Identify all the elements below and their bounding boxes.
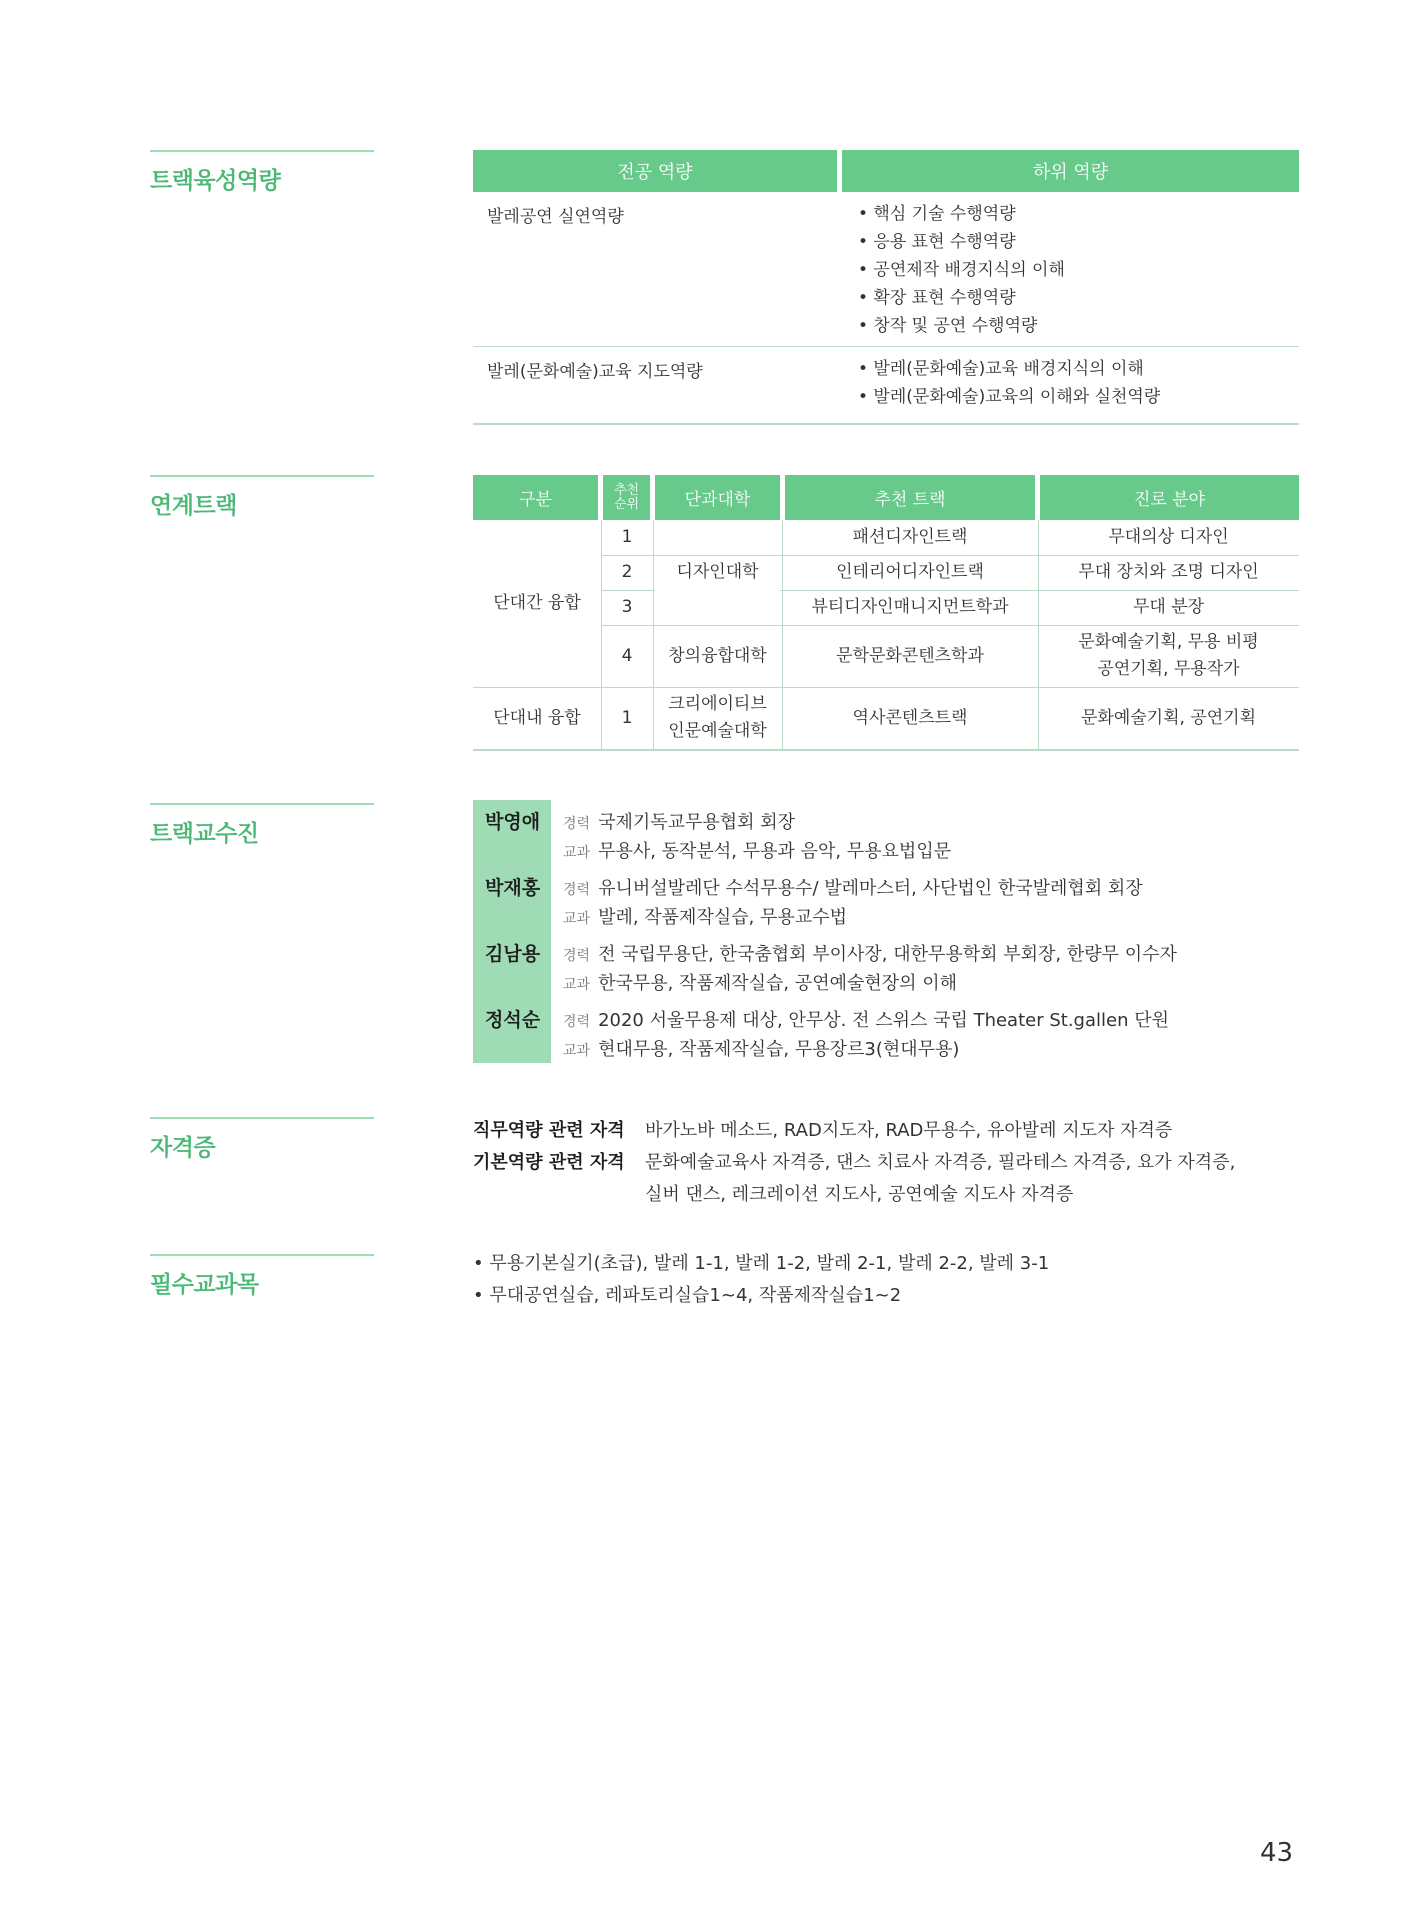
faculty-career <box>563 940 1177 966</box>
header-major-competency: 전공 역량 <box>473 150 837 192</box>
career-tag: 경력 <box>563 882 591 898</box>
track-cell: 패션디자인트랙 <box>852 527 968 547</box>
rank-cell: 3 <box>621 597 633 617</box>
list-item: • 무용기본실기(초급), 발레 1-1, 발레 1-2, 발레 2-1, 발레 2-2, 발레 3-1 <box>473 1253 1050 1274</box>
list-item: • 확장 표현 수행역량 <box>858 288 1016 308</box>
course-tag: 교과 <box>563 977 591 993</box>
page-number: 43 <box>1260 1838 1294 1868</box>
header-recommended-track: 추천 트랙 <box>785 475 1035 520</box>
courses-text: 현대무용, 작품제작실습, 무용장르3(현대무용) <box>598 1039 960 1060</box>
career-text: 2020 서울무용제 대상, 안무상. 전 스위스 국립 Theater St.gallen 단원 <box>598 1010 1169 1031</box>
rank-cell: 2 <box>621 562 633 582</box>
courses-text: 무용사, 동작분석, 무용과 음악, 무용요법입문 <box>598 841 952 862</box>
list-item: • 창작 및 공연 수행역량 <box>858 316 1038 336</box>
faculty-list <box>473 800 1303 1063</box>
section-title-faculty: 트랙교수진 <box>150 803 374 848</box>
major-competency: 발레공연 실연역량 <box>487 207 624 227</box>
section-title-competency: 트랙육성역량 <box>150 150 374 195</box>
faculty-courses <box>563 969 957 995</box>
header-career-field: 진로 분야 <box>1040 475 1299 520</box>
section-title-linked-track: 연계트랙 <box>150 475 374 520</box>
header-college: 단과대학 <box>655 475 780 520</box>
list-item: • 공연제작 배경지식의 이해 <box>858 260 1065 280</box>
basic-cert-value: 문화예술교육사 자격증, 댄스 치료사 자격증, 필라테스 자격증, 요가 자격증, <box>645 1152 1236 1173</box>
courses-text: 발레, 작품제작실습, 무용교수법 <box>598 907 847 928</box>
course-tag: 교과 <box>563 1043 591 1059</box>
header-category: 구분 <box>473 475 598 520</box>
faculty-name: 정석순 <box>485 1009 541 1031</box>
rank-cell: 1 <box>621 527 633 547</box>
career-cell: 문화예술기획, 무용 비평 공연기획, 무용작가 <box>1078 632 1259 679</box>
rank-cell: 4 <box>621 645 633 666</box>
job-cert-value: 바가노바 메소드, RAD지도자, RAD무용수, 유아발레 지도자 자격증 <box>645 1120 1173 1141</box>
list-item: • 응용 표현 수행역량 <box>858 232 1016 252</box>
section-title-required-courses: 필수교과목 <box>150 1254 374 1299</box>
career-text: 전 국립무용단, 한국춤협회 부이사장, 대한무용학회 부회장, 한량무 이수자 <box>598 944 1177 965</box>
header-sub-competency: 하위 역량 <box>842 150 1299 192</box>
major-competency: 발레(문화예술)교육 지도역량 <box>487 362 703 382</box>
track-cell: 역사콘텐츠트랙 <box>852 707 968 728</box>
required-course-list <box>473 1248 1049 1312</box>
group-label: 단대간 융합 <box>493 593 581 613</box>
competency-table-header <box>473 150 1299 192</box>
group-label: 단대내 융합 <box>493 707 581 728</box>
sub-competency-list <box>842 192 1299 346</box>
career-tag: 경력 <box>563 948 591 964</box>
list-item: • 핵심 기술 수행역량 <box>858 204 1016 224</box>
faculty-career <box>563 808 795 834</box>
competency-table <box>473 150 1299 425</box>
course-tag: 교과 <box>563 911 591 927</box>
faculty-courses <box>563 1035 959 1061</box>
faculty-courses <box>563 903 847 929</box>
section-title-certificate: 자격증 <box>150 1117 374 1162</box>
rank-cell: 1 <box>621 707 633 728</box>
courses-text: 한국무용, 작품제작실습, 공연예술현장의 이해 <box>598 973 958 994</box>
career-cell: 무대 분장 <box>1132 597 1205 617</box>
faculty-name: 박영애 <box>485 811 541 833</box>
career-text: 국제기독교무용협회 회장 <box>598 812 796 833</box>
header-rank: 추천 순위 <box>603 475 650 520</box>
table-row <box>473 347 1299 425</box>
career-tag: 경력 <box>563 1014 591 1030</box>
list-item: • 발레(문화예술)교육 배경지식의 이해 <box>858 359 1144 379</box>
career-cell: 무대 장치와 조명 디자인 <box>1078 562 1259 582</box>
course-tag: 교과 <box>563 845 591 861</box>
list-item: • 발레(문화예술)교육의 이해와 실천역량 <box>858 387 1161 407</box>
career-tag: 경력 <box>563 816 591 832</box>
track-cell: 문학문화콘텐츠학과 <box>836 645 984 666</box>
faculty-career <box>563 874 1143 900</box>
track-cell: 인테리어디자인트랙 <box>836 562 984 582</box>
track-cell: 뷰티디자인매니지먼트학과 <box>811 597 1009 617</box>
faculty-career <box>563 1006 1169 1032</box>
faculty-name: 김남용 <box>485 943 541 965</box>
career-cell: 무대의상 디자인 <box>1108 527 1229 547</box>
list-item: • 무대공연실습, 레파토리실습1~4, 작품제작실습1~2 <box>473 1285 902 1306</box>
career-cell: 문화예술기획, 공연기획 <box>1080 707 1257 728</box>
career-text: 유니버설발레단 수석무용수/ 발레마스터, 사단법인 한국발레협회 회장 <box>598 878 1143 899</box>
college-name: 크리에이티브 인문예술대학 <box>668 694 767 741</box>
basic-cert-label: 기본역량 관련 자격 <box>473 1152 625 1173</box>
job-cert-label: 직무역량 관련 자격 <box>473 1120 625 1141</box>
basic-cert-value-cont: 실버 댄스, 레크레이션 지도사, 공연예술 지도사 자격증 <box>645 1184 1074 1205</box>
table-row <box>473 192 1299 347</box>
sub-competency-list <box>842 347 1299 423</box>
faculty-courses <box>563 837 951 863</box>
college-name: 창의융합대학 <box>668 645 767 666</box>
faculty-name: 박재홍 <box>485 877 541 899</box>
college-name: 디자인대학 <box>676 562 759 582</box>
